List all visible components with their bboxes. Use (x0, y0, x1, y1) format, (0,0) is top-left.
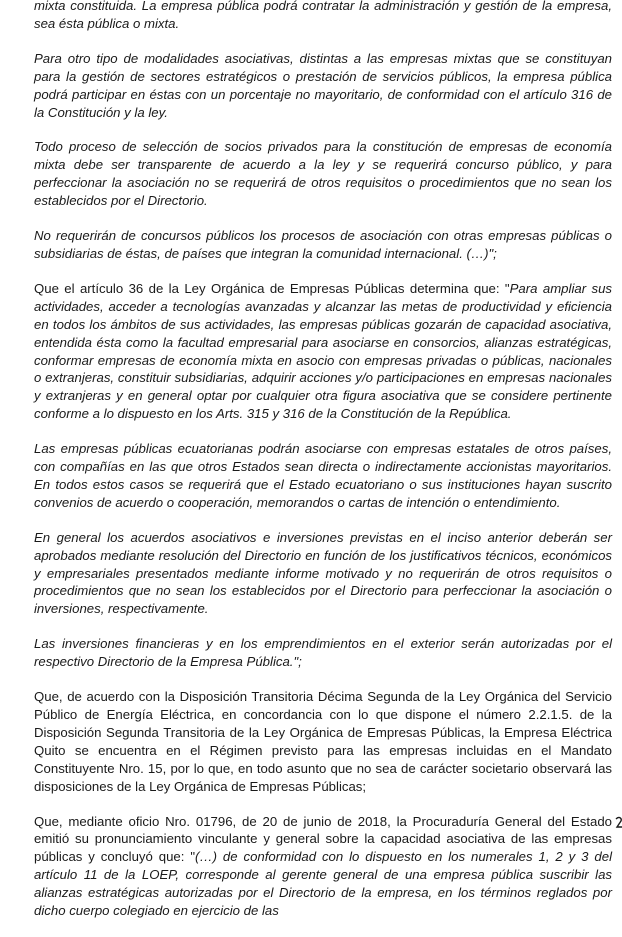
page-edge-mark (616, 816, 622, 830)
quoted-paragraph-no-public-tender: No requerirán de concursos públicos los procesos de asociación con otras empresas públicas o subsidiarias de éstas, de países que integran la comunidad internacional. (…)"; (34, 228, 612, 261)
paragraph-procuraduria-opinion (34, 813, 612, 920)
page-edge-mark-icon (616, 816, 622, 830)
quoted-paragraph-mixed-company: mixta constituida. La empresa pública podrá contratar la administración y gestión de la empresa, sea ésta pública o mixta. (34, 0, 612, 31)
paragraph-article-36-quote: Para ampliar sus actividades, acceder a tecnologías avanzadas y alcanzar las metas de productividad y eficiencia en todos los ámbitos de sus actividades, las empresas públicas gozarán de capacidad asociativa, entendida ésta como la facultad empresarial para asociarse en consorcios, alianzas estratégicas, conformar empresas de economía mixta en asocio con empresas privadas o públicas, nacionales o extranjeras, constituir subsidiarias, adquirir acciones y/o participaciones en empresas nacionales y extranjeras y en general optar por cualquier otra figura asociativa que se considere pertinente conforme a lo dispuesto en los Arts. 315 y 316 de la Constitución de la República. (34, 280, 613, 422)
quoted-paragraph-board-approval: En general los acuerdos asociativos e inversiones previstas en el inciso anterior deberán ser aprobados mediante resolución del Directorio en función de los justificativos técnicos, económicos y empresariales presentados mediante informe motivado y no requerirán de otros requisitos o procedimientos que no sean los establecidos por el Directorio para perfeccionar la asociación o inversiones, respectivamente. (34, 529, 612, 617)
paragraph-transitional-provision: Que, de acuerdo con la Disposición Transitoria Décima Segunda de la Ley Orgánica del Servicio Público de Energía Eléctrica, en concordancia con lo que dispone el número 2.2.1.5. de la Disposición Segunda Transitoria de la Ley Orgánica de Empresas Públicas, la Empresa Eléctrica Quito se encuentra en el Régimen previsto para las empresas incluidas en el Mandato Constituyente Nro. 15, por lo que, en todo asunto que no sea de carácter societario observará las disposiciones de la Ley Orgánica de Empresas Públicas; (34, 689, 612, 794)
quoted-paragraph-associative-modalities: Para otro tipo de modalidades asociativas, distintas a las empresas mixtas que se constituyan para la gestión de sectores estratégicos o prestación de servicios públicos, la empresa pública podrá participar en éstas con un porcentaje no mayoritario, de conformidad con el artículo 316 de la Constitución y la ley. (34, 50, 612, 120)
document-body (34, 0, 612, 937)
quoted-paragraph-foreign-state-companies: Las empresas públicas ecuatorianas podrán asociarse con empresas estatales de otros países, con compañías en las que otros Estados sean directa o indirectamente accionistas mayoritarios. En todos estos casos se requerirá que el Estado ecuatoriano o sus instituciones hayan suscrito convenios de acuerdo o cooperación, memorandos o cartas de intención o entendimiento. (34, 441, 612, 510)
paragraph-procuraduria-quote: (…) de conformidad con lo dispuesto en los numerales 1, 2 y 3 del artículo 11 de la LOEP, corresponde al gerente general de una empresa pública suscribir las alianzas estratégicas autorizadas por el Directorio de la empresa, en los términos reglados por dicho cuerpo colegiado en ejercicio de las (34, 849, 612, 919)
paragraph-article-36 (34, 280, 612, 423)
paragraph-article-36-lead: Que el artículo 36 de la Ley Orgánica de Empresas Públicas determina que: " (34, 280, 510, 296)
quoted-paragraph-private-partner-selection: Todo proceso de selección de socios privados para la constitución de empresas de economía mixta debe ser transparente de acuerdo a la ley y se requerirá concurso público, y para perfeccionar la asociación no se requerirá de otros requisitos o procedimientos que no sean los establecidos por el Directorio. (34, 139, 612, 209)
paragraph-procuraduria-lead: Que, mediante oficio Nro. 01796, de 20 de junio de 2018, la Procuraduría General del Estado emitió su pronunciamiento vinculante y general sobre la capacidad asociativa de las empresas públicas y concluyó que: " (34, 813, 612, 865)
quoted-paragraph-financial-investments: Las inversiones financieras y en los emprendimientos en el exterior serán autorizadas por el respectivo Directorio de la Empresa Pública."; (34, 636, 612, 670)
